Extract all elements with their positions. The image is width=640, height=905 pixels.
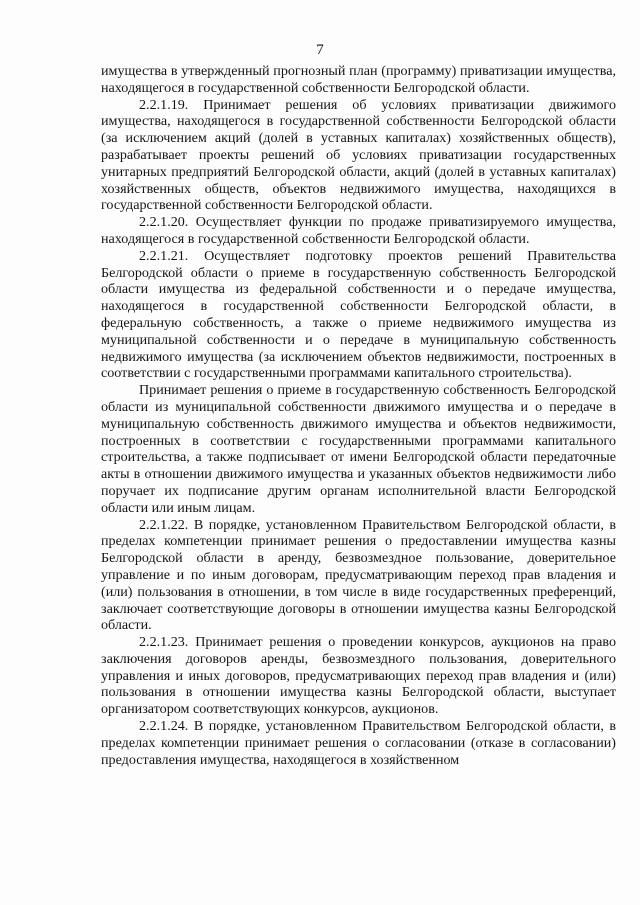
paragraph-2-2-1-22: 2.2.1.22. В порядке, установленном Правительством Белгородской области, в пределах компетенции принимает решения о предоставлении имущества казны Белгородской области в аренду, безвозмездное пользование, доверительное управление и по иным договорам, предусматривающим переход прав владения и (или) пользования в отношении, в том числе в виде государственных преференций, заключает соответствующие договоры в отношении имущества казны Белгородской области. — [101, 516, 616, 634]
paragraph-2-2-1-21-part-2: Принимает решения о приеме в государственную собственность Белгородской области из муниципальной собственности движимого имущества и о передаче в муниципальную собственность движимого имущества и объектов недвижимости, построенных в соответствии с государственными программами капитального строительства, а также подписывает от имени Белгородской области передаточные акты в отношении движимого имущества и указанных объектов недвижимости либо поручает их подписание другим органам исполнительной власти Белгородской области или иным лицам. — [101, 382, 616, 516]
paragraph-continuation: имущества в утвержденный прогнозный план (программу) приватизации имущества, находящегося в государственной собственности Белгородской области. — [101, 63, 616, 96]
paragraph-2-2-1-19: 2.2.1.19. Принимает решения об условиях приватизации движимого имущества, находящегося в государственной собственности Белгородской области (за исключением акций (долей в уставных капиталах) хозяйственных обществ), разрабатывает проекты решений об условиях приватизации государственных унитарных предприятий Белгородской области, акций (долей в уставных капиталах) хозяйственных обществ, объектов недвижимого имущества, находящихся в государственной собственности Белгородской области. — [101, 96, 616, 214]
document-body — [101, 63, 616, 768]
paragraph-2-2-1-21: 2.2.1.21. Осуществляет подготовку проектов решений Правительства Белгородской области о приеме в государственную собственность Белгородской области имущества из федеральной собственности и о передаче имущества, находящегося в государственной собственности Белгородской области, в федеральную собственность, а также о приеме недвижимого имущества из муниципальной собственности и о передаче в муниципальную собственность недвижимого имущества (за исключением объектов недвижимости, построенных в соответствии с государственными программами капитального строительства). — [101, 247, 616, 382]
paragraph-2-2-1-23: 2.2.1.23. Принимает решения о проведении конкурсов, аукционов на право заключения договоров аренды, безвозмездного пользования, доверительного управления и иных договоров, предусматривающих переход прав владения и (или) пользования в отношении имущества казны Белгородской области, выступает организатором соответствующих конкурсов, аукционов. — [101, 634, 616, 718]
paragraph-2-2-1-24: 2.2.1.24. В порядке, установленном Правительством Белгородской области, в пределах компетенции принимает решения о согласовании (отказе в согласовании) предоставления имущества, находящегося в хозяйственном — [101, 718, 616, 768]
page-number: 7 — [316, 42, 324, 58]
paragraph-2-2-1-20: 2.2.1.20. Осуществляет функции по продаже приватизируемого имущества, находящегося в государственной собственности Белгородской области. — [101, 214, 616, 247]
